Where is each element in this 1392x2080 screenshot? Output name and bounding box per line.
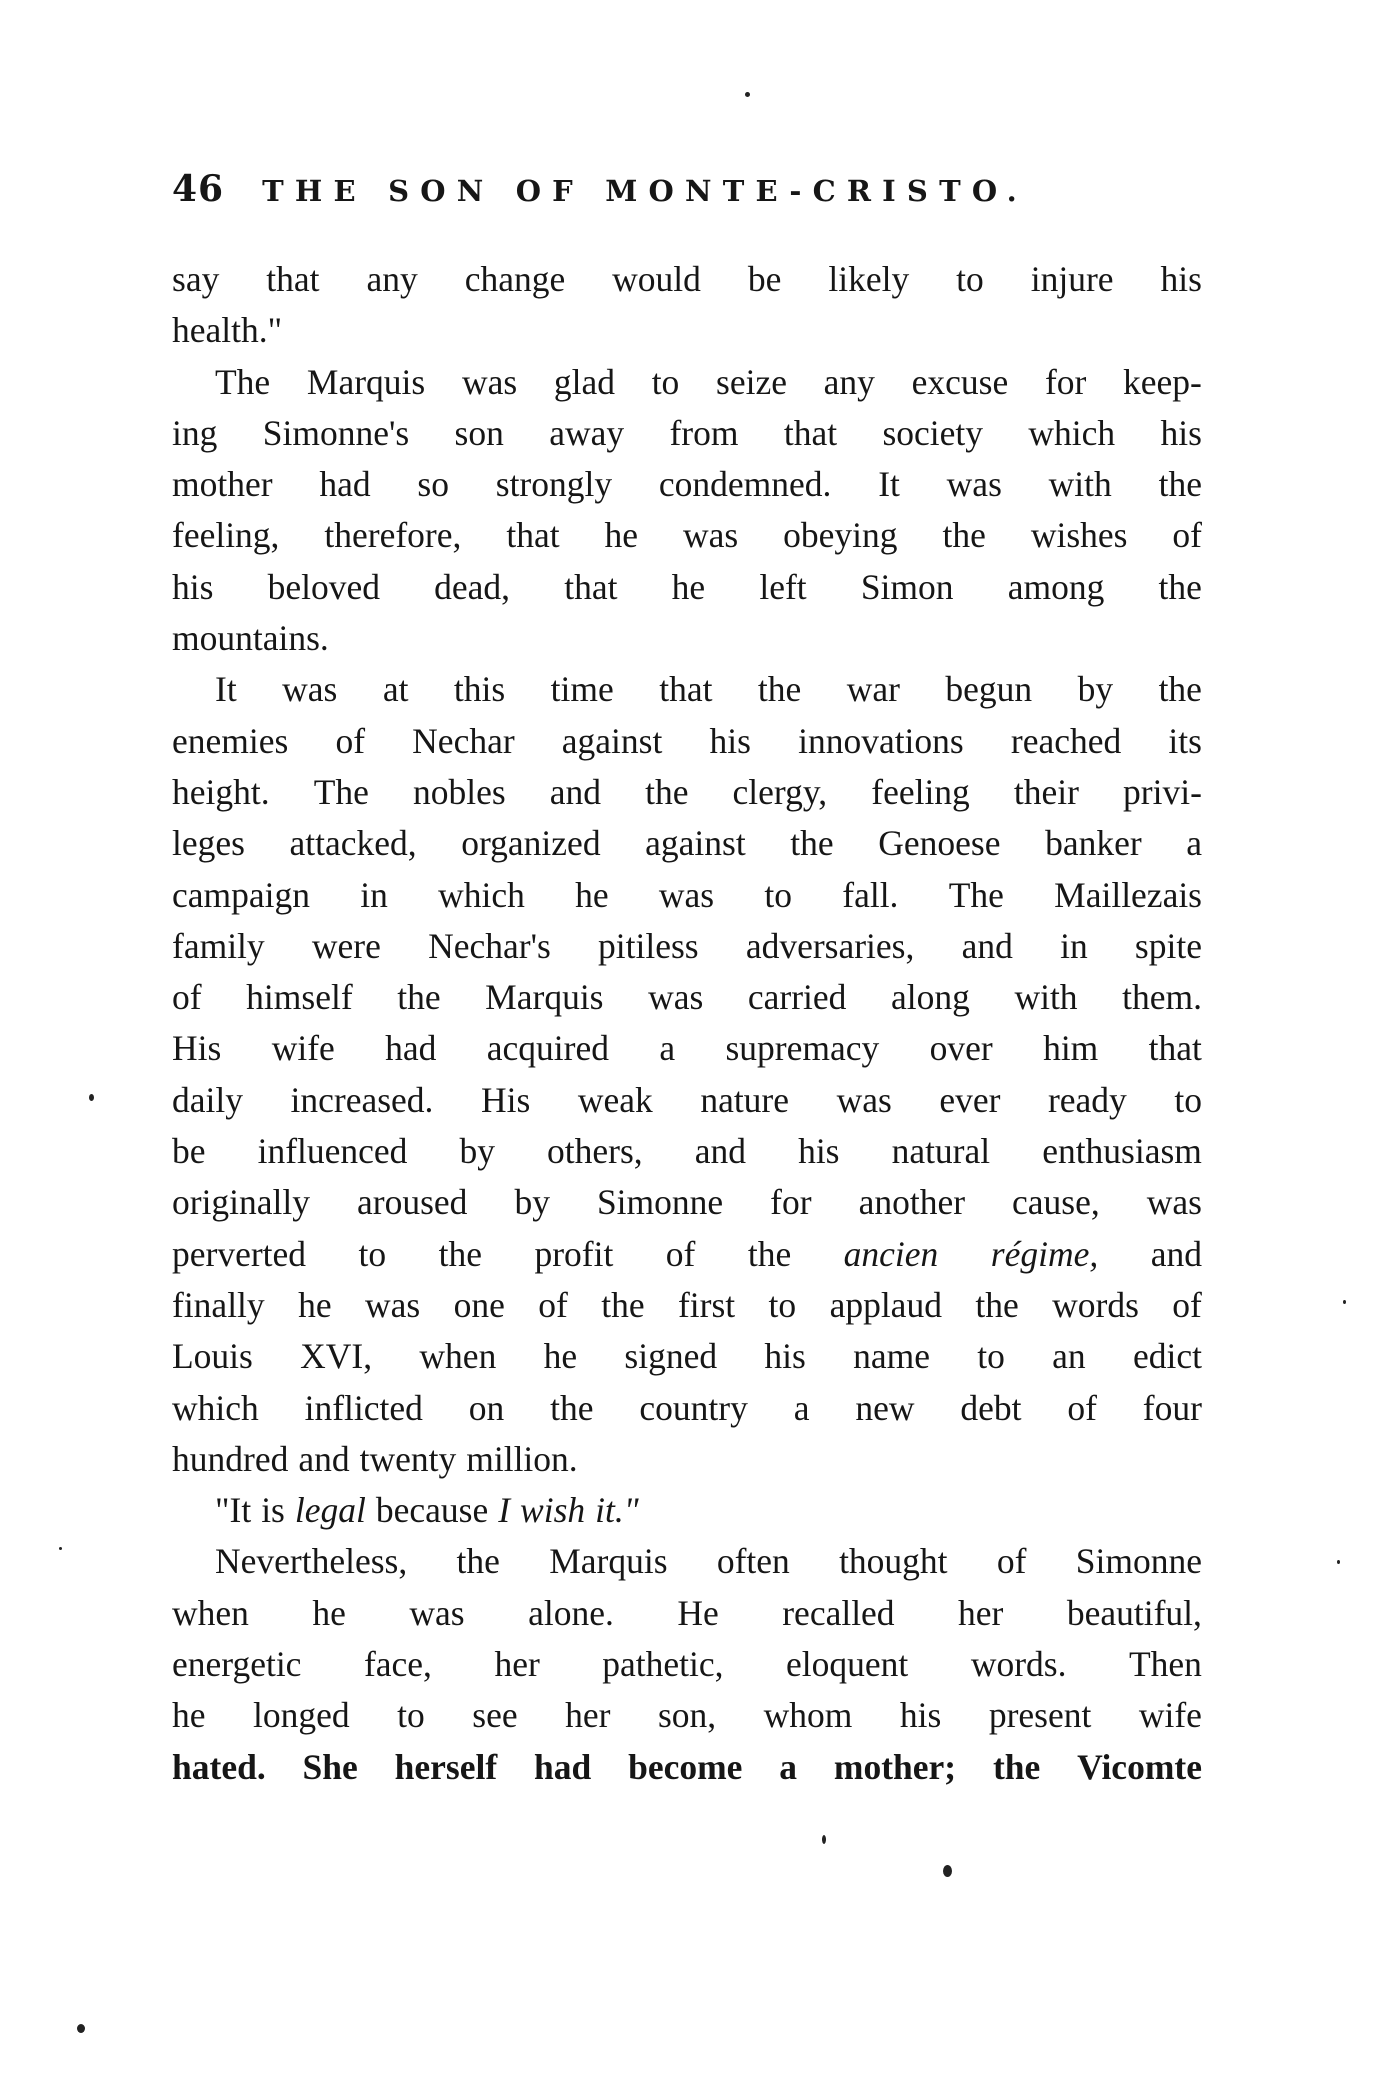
word: to [956, 259, 984, 299]
word: the [456, 1541, 500, 1582]
word: XVI, [300, 1336, 373, 1377]
word: in [1060, 925, 1088, 966]
word: to [768, 1284, 797, 1325]
text-line [172, 613, 1202, 664]
word: in [360, 874, 388, 915]
word: hated. [172, 1746, 266, 1787]
word: perverted [172, 1233, 307, 1274]
word: recalled [782, 1592, 895, 1633]
word: new [855, 1387, 915, 1428]
word: to [764, 874, 792, 915]
word: was [364, 1284, 421, 1325]
word: glad [553, 361, 615, 402]
word: profit [534, 1233, 614, 1274]
word: was [648, 977, 704, 1018]
word: against [561, 720, 663, 761]
word: injure [1030, 259, 1114, 299]
word: war [846, 669, 900, 710]
word: enemies [172, 720, 289, 761]
word: was [658, 874, 715, 915]
scan-speck [1343, 1300, 1346, 1304]
word: herself [394, 1746, 498, 1787]
word: that [506, 515, 560, 556]
word: beloved [267, 566, 380, 607]
word: She [302, 1746, 358, 1787]
word: "It [215, 1490, 252, 1531]
text-line [172, 510, 1202, 561]
word: was [946, 464, 1002, 505]
word: privi- [1123, 771, 1202, 812]
scan-speck [745, 92, 750, 97]
word: words [1052, 1284, 1139, 1325]
word: because [375, 1490, 489, 1531]
word: to [977, 1336, 1005, 1377]
word: Genoese [878, 823, 1001, 864]
word: ever [939, 1079, 1001, 1120]
word: the [1158, 669, 1202, 710]
word: of [1172, 1284, 1202, 1325]
text-line [172, 1126, 1202, 1177]
word: when [172, 1592, 249, 1633]
text-line [172, 767, 1202, 818]
word: from [669, 412, 739, 453]
word: and [549, 771, 601, 812]
word: he [575, 874, 609, 915]
text-line [172, 972, 1202, 1023]
word: reached [1010, 720, 1122, 761]
text-line [172, 1331, 1202, 1382]
word: he [671, 566, 706, 607]
word: had [385, 1028, 437, 1069]
text-line [172, 870, 1202, 921]
word: a [659, 1028, 676, 1069]
text-line [172, 1383, 1202, 1434]
word: originally [172, 1182, 311, 1223]
word: when [419, 1336, 497, 1377]
word: left [759, 566, 807, 607]
word: obeying [783, 515, 898, 556]
word: Simonne [596, 1182, 724, 1223]
word: one [453, 1284, 505, 1325]
word: that [564, 566, 618, 607]
word: Simonne [1075, 1541, 1202, 1582]
word: her [958, 1592, 1004, 1633]
word: spite [1134, 925, 1202, 966]
word: which [172, 1387, 259, 1428]
text-line [172, 921, 1202, 972]
word: edict [1132, 1336, 1202, 1377]
word: nobles [412, 771, 506, 812]
text-line [172, 1280, 1202, 1331]
word: Nevertheless, [215, 1541, 408, 1582]
word: and [298, 1438, 350, 1479]
word: health." [172, 310, 283, 351]
word: which [1028, 412, 1116, 453]
word: to [1174, 1079, 1202, 1120]
word: of [335, 720, 366, 761]
word: The [215, 361, 271, 402]
word: alone. [528, 1592, 614, 1633]
word: son, [657, 1695, 717, 1736]
word: inflicted [304, 1387, 423, 1428]
word: dead, [434, 566, 511, 607]
word: wife [271, 1028, 335, 1069]
word: himself [246, 977, 353, 1018]
word: influenced [257, 1131, 408, 1172]
word: of [538, 1284, 568, 1325]
word: society [882, 412, 984, 453]
word: it." [595, 1490, 639, 1531]
word: hundred [172, 1438, 289, 1479]
word: of [665, 1233, 696, 1274]
word: to [651, 361, 680, 402]
word: Nechar's [428, 925, 551, 966]
word: the [747, 1233, 792, 1274]
word: signed [624, 1336, 718, 1377]
word: was [1146, 1182, 1202, 1223]
word: carried [747, 977, 847, 1018]
word: Then [1128, 1644, 1202, 1685]
word: excuse [911, 361, 1009, 402]
word: weak [577, 1079, 653, 1120]
word: four [1142, 1387, 1202, 1428]
word: campaign [172, 874, 310, 915]
word: the [645, 771, 689, 812]
word: the [438, 1233, 482, 1274]
word: its [1168, 720, 1202, 761]
word: Maillezais [1054, 874, 1202, 915]
word: be [747, 259, 782, 299]
word: with [1014, 977, 1078, 1018]
word: his [798, 1131, 840, 1172]
word: condemned. [658, 464, 832, 505]
word: fall. [842, 874, 899, 915]
word: and [694, 1131, 746, 1172]
word: which [438, 874, 525, 915]
text-line [172, 1536, 1202, 1587]
word: over [929, 1028, 993, 1069]
scan-speck [943, 1865, 952, 1877]
text-line [172, 1742, 1202, 1793]
text-line [172, 1485, 1202, 1536]
word: his [764, 1336, 806, 1377]
word: them. [1122, 977, 1202, 1018]
word: Marquis [485, 977, 604, 1018]
word: that [266, 259, 320, 299]
text-line [172, 357, 1202, 408]
word: Louis [172, 1336, 253, 1377]
word: finally [172, 1284, 265, 1325]
text-line [172, 664, 1202, 715]
word: energetic [172, 1644, 302, 1685]
word: acquired [486, 1028, 609, 1069]
word: often [716, 1541, 790, 1582]
text-line [172, 1229, 1202, 1280]
text-line [172, 1690, 1202, 1741]
word: this [453, 669, 506, 710]
word: a [1186, 823, 1202, 864]
word: that [659, 669, 713, 710]
word: applaud [829, 1284, 942, 1325]
word: any [823, 361, 875, 402]
word: régime, [990, 1233, 1099, 1274]
word: leges [172, 823, 245, 864]
word: his [172, 566, 214, 607]
word: eloquent [786, 1644, 909, 1685]
word: aroused [357, 1182, 468, 1223]
word: wife [1138, 1695, 1202, 1736]
word: to [397, 1695, 425, 1736]
word: Vicomte [1077, 1746, 1202, 1787]
word: for [1044, 361, 1087, 402]
word: that [783, 412, 838, 453]
word: for [770, 1182, 812, 1223]
text-line [172, 1588, 1202, 1639]
word: so [417, 464, 449, 505]
word: time [550, 669, 614, 710]
word: I [498, 1490, 511, 1531]
word: Simon [860, 566, 954, 607]
text-line [172, 1434, 1202, 1485]
text-line [172, 1177, 1202, 1228]
word: ready [1047, 1079, 1127, 1120]
word: her [565, 1695, 611, 1736]
word: pitiless [598, 925, 699, 966]
word: Simonne's [262, 412, 410, 453]
word: was [836, 1079, 892, 1120]
word: mother; [833, 1746, 957, 1787]
word: begun [945, 669, 1033, 710]
word: ancien [843, 1233, 939, 1274]
word: increased. [290, 1079, 434, 1120]
word: clergy, [732, 771, 828, 812]
word: become [628, 1746, 743, 1787]
word: seize [716, 361, 787, 402]
word: others, [547, 1131, 643, 1172]
word: among [1007, 566, 1105, 607]
word: a [793, 1387, 810, 1428]
word: innovations [798, 720, 964, 761]
word: attacked, [289, 823, 417, 864]
word: wishes [1030, 515, 1128, 556]
scan-speck [77, 2024, 85, 2033]
word: to [358, 1233, 387, 1274]
word: he [604, 515, 639, 556]
word: It [215, 669, 237, 710]
word: His [480, 1079, 531, 1120]
word: was [682, 515, 739, 556]
word: face, [363, 1644, 432, 1685]
word: her [494, 1644, 540, 1685]
word: country [639, 1387, 748, 1428]
word: was [461, 361, 518, 402]
word: million. [466, 1438, 578, 1479]
body-text [172, 254, 1202, 1793]
word: away [549, 412, 625, 453]
word: pathetic, [602, 1644, 724, 1685]
word: against [645, 823, 746, 864]
word: were [311, 925, 381, 966]
text-line [172, 562, 1202, 613]
word: on [468, 1387, 505, 1428]
word: banker [1045, 823, 1142, 864]
running-title: THE SON OF MONTE-CRISTO. [262, 174, 1028, 208]
word: of [1067, 1387, 1097, 1428]
text-line [172, 459, 1202, 510]
word: name [853, 1336, 930, 1377]
scan-speck [822, 1835, 826, 1844]
text-line [172, 408, 1202, 459]
word: their [1013, 771, 1079, 812]
word: was [409, 1592, 465, 1633]
word: of [996, 1541, 1027, 1582]
word: Marquis [306, 361, 426, 402]
word: and [1150, 1233, 1202, 1274]
word: another [858, 1182, 966, 1223]
word: therefore, [324, 515, 462, 556]
word: his [709, 720, 751, 761]
word: a [779, 1746, 798, 1787]
word: natural [891, 1131, 991, 1172]
word: would [612, 259, 701, 299]
word: by [459, 1131, 495, 1172]
word: His [172, 1028, 222, 1069]
word: the [601, 1284, 645, 1325]
word: the [942, 515, 986, 556]
word: present [988, 1695, 1092, 1736]
word: and [961, 925, 1013, 966]
text-line [172, 1639, 1202, 1690]
word: him [1043, 1028, 1099, 1069]
word: his [899, 1695, 942, 1736]
text-line [172, 1023, 1202, 1074]
word: beautiful, [1066, 1592, 1202, 1633]
word: is [261, 1490, 285, 1531]
word: by [1077, 669, 1114, 710]
word: feeling [871, 771, 970, 812]
word: he [172, 1695, 206, 1736]
word: longed [253, 1695, 350, 1736]
word: enthusiasm [1042, 1131, 1202, 1172]
word: be [172, 1131, 206, 1172]
word: the [550, 1387, 594, 1428]
word: nature [700, 1079, 790, 1120]
word: cause, [1012, 1182, 1100, 1223]
word: likely [828, 259, 910, 299]
word: strongly [495, 464, 613, 505]
word: The [948, 874, 1004, 915]
word: Marquis [549, 1541, 668, 1582]
scan-speck [89, 1094, 94, 1101]
word: the [1158, 566, 1202, 607]
word: feeling, [172, 515, 280, 556]
word: an [1052, 1336, 1086, 1377]
word: daily [172, 1079, 243, 1120]
word: any [366, 259, 418, 299]
text-line [172, 254, 1202, 305]
page-number: 46 [172, 168, 225, 210]
word: The [313, 771, 369, 812]
text-line [172, 305, 1202, 356]
word: see [472, 1695, 518, 1736]
word: the [992, 1746, 1041, 1787]
word: the [397, 977, 441, 1018]
word: he [298, 1284, 332, 1325]
word: keep- [1123, 361, 1202, 402]
word: He [677, 1592, 719, 1633]
word: thought [839, 1541, 948, 1582]
word: words. [970, 1644, 1067, 1685]
word: legal [294, 1490, 366, 1531]
word: he [543, 1336, 578, 1377]
word: had [534, 1746, 592, 1787]
word: by [514, 1182, 550, 1223]
word: son [454, 412, 504, 453]
word: wish [520, 1490, 586, 1531]
word: his [1160, 259, 1202, 299]
page-header [172, 168, 1202, 216]
word: supremacy [725, 1028, 880, 1069]
word: was [282, 669, 338, 710]
word: mountains. [172, 618, 329, 659]
word: the [1158, 464, 1202, 505]
word: Nechar [412, 720, 515, 761]
scan-speck [1337, 1560, 1340, 1564]
word: adversaries, [745, 925, 915, 966]
word: height. [172, 771, 270, 812]
word: family [172, 925, 265, 966]
scan-speck [59, 1547, 62, 1550]
text-line [172, 1075, 1202, 1126]
word: he [312, 1592, 346, 1633]
text-line [172, 716, 1202, 767]
word: say [172, 259, 220, 299]
word: change [464, 259, 566, 299]
word: along [890, 977, 970, 1018]
word: debt [960, 1387, 1022, 1428]
word: of [1172, 515, 1202, 556]
word: his [1160, 412, 1202, 453]
word: with [1048, 464, 1112, 505]
word: mother [172, 464, 273, 505]
word: ing [172, 412, 218, 453]
word: twenty [359, 1438, 457, 1479]
word: that [1148, 1028, 1202, 1069]
word: had [319, 464, 371, 505]
word: It [878, 464, 900, 505]
word: organized [461, 823, 601, 864]
word: the [757, 669, 802, 710]
text-line [172, 818, 1202, 869]
word: the [975, 1284, 1019, 1325]
word: first [677, 1284, 736, 1325]
word: of [172, 977, 202, 1018]
word: whom [763, 1695, 853, 1736]
word: at [382, 669, 409, 710]
word: the [790, 823, 834, 864]
